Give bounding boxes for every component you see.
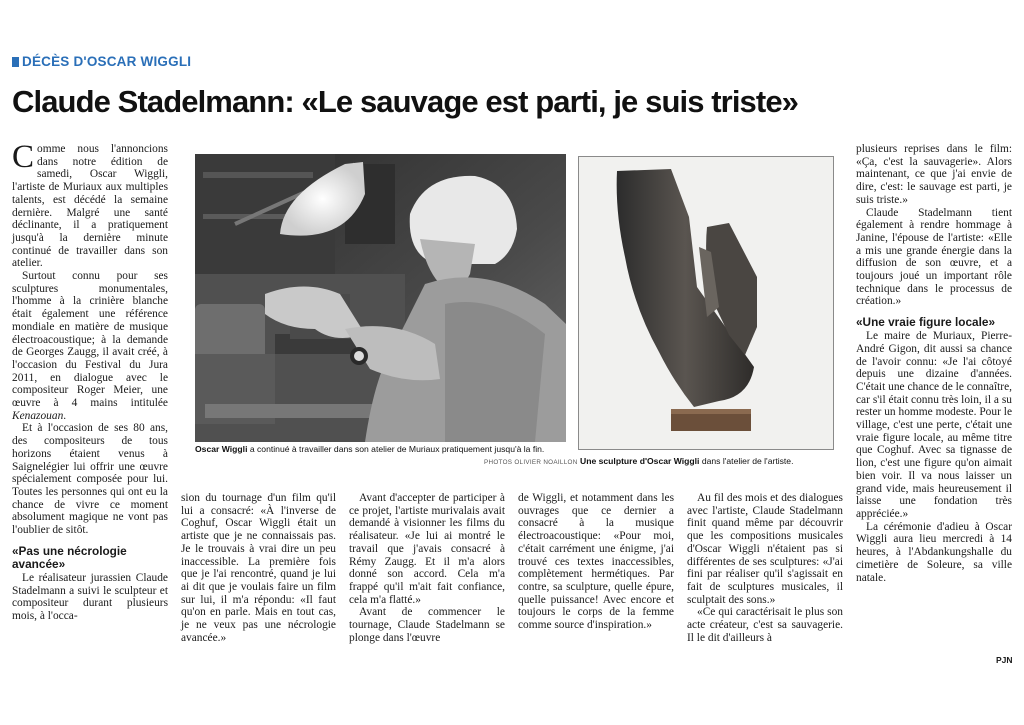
photo-artist-caption: Oscar Wiggli a continué à travailler dans son atelier de Muriaux pratiquement jusqu'à la fin. bbox=[195, 444, 545, 454]
photo-sculpture bbox=[578, 156, 834, 450]
paragraph: Au fil des mois et des dialogues avec l'artiste, Claude Stadelmann finit quand même par découvrir que les compositions musicales d'Oscar Wiggli n'étaient pas si différentes de ses sculptures: «J'ai fini par réaliser qu'il s'agissait en fait de sculptures musicales, il sculptait des sons.» bbox=[687, 492, 843, 606]
article-column-4 bbox=[518, 492, 674, 632]
article-column-5 bbox=[687, 492, 843, 644]
paragraph: «Ce qui caractérisait le plus son acte créateur, c'est sa sauvagerie. Il le dit d'ailleurs à bbox=[687, 606, 843, 644]
photo-sculpture-caption: Une sculpture d'Oscar Wiggli dans l'atelier de l'artiste. bbox=[580, 456, 794, 466]
work-title: Kenazouan bbox=[12, 409, 64, 422]
photo-credit: PHOTOS OLIVIER NOAILLON bbox=[484, 459, 578, 466]
subheading: «Une vraie figure locale» bbox=[856, 315, 996, 330]
paragraph: Avant de commencer le tournage, Claude Stadelmann se plonge dans l'œuvre bbox=[349, 606, 505, 644]
paragraph: de Wiggli, et notamment dans les ouvrages que ce dernier a consacré à la musique électroacoustique: «Pour moi, c'était carrément une énigme, j'ai trouvé ces textes inaccessibles, complètement hermétiques. Par contre, sa sculpture, quelle épure, quelle puissance! Avec encore et toujours le corps de la femme comme source d'inspiration.» bbox=[518, 492, 674, 632]
section-rubric bbox=[12, 54, 191, 69]
lead-paragraph: Comme nous l'annoncions dans notre édition de samedi, Oscar Wiggli, l'artiste de Muriaux aux multiples talents, est décédé la semaine dernière. Malgré une santé déclinante, il a pratiquement jusqu'à la dernière minute continué de travailler dans son atelier. bbox=[12, 139, 168, 270]
paragraph: Avant d'accepter de participer à ce projet, l'artiste murivalais avait demandé à visionner les films du réalisateur. «Je lui ai montré le travail que j'avais consacré à Rémy Zaugg. Et il m'a alors donné son accord. Cela m'a frappé qu'il m'ait fait confiance, cela m'a flatté.» bbox=[349, 492, 505, 606]
author-signature: PJN bbox=[996, 655, 1013, 665]
paragraph: Surtout connu pour ses sculptures monumentales, l'homme à la crinière blanche était également une référence mondiale en matière de musique électroacoustique; à la demande de Georges Zaugg, il avait créé, à l'occasion du Festival du Jura 2011, en dialogue avec le compositeur Roger Meier, une œuvre à 4 mains intitulée Kenazouan. bbox=[12, 270, 168, 422]
paragraph: Le réalisateur jurassien Claude Stadelmann a suivi le sculpteur et compositeur durant plusieurs mois, à l'occa- bbox=[12, 571, 168, 622]
sculpture-image bbox=[579, 157, 833, 449]
article-column-3 bbox=[349, 492, 505, 644]
paragraph: plusieurs reprises dans le film: «Ça, c'est la sauvagerie». Alors maintenant, ce que j'ai envie de dire, c'est: le sauvage est parti, je suis triste.» bbox=[856, 143, 1012, 206]
article-column-2 bbox=[181, 492, 336, 644]
subheading: «Pas une nécrologie avancée» bbox=[12, 543, 127, 571]
paragraph: Claude Stadelmann tient également à rendre hommage à Janine, l'épouse de l'artiste: «Elle a mis une grande énergie dans la diffusion de son œuvre, et a toujours joué un important rôle technique dans le processus de création.» bbox=[856, 206, 1012, 308]
article-headline: Claude Stadelmann: «Le sauvage est parti, je suis triste» bbox=[12, 84, 799, 119]
article-column-6 bbox=[856, 143, 1012, 584]
photo-artist-at-work bbox=[195, 154, 566, 442]
paragraph: Le maire de Muriaux, Pierre-André Gigon, dit aussi sa chance de l'avoir connu: «Je l'ai côtoyé depuis une dizaine d'années. C'était une chance de le connaître, car s'il était connu très loin, il a su rester un homme modeste. Pour le village, c'est une perte, c'était une vraie figure locale, au même titre que Coghuf. Avec sa tignasse de lion, c'est une figure qu'on aimait bien voir. Il va nous laisser un grand vide, mais heureusement il laisse une fondation très appréciée.» bbox=[856, 330, 1012, 520]
paragraph: Et à l'occasion de ses 80 ans, des compositeurs de tous horizons étaient venus à Saignelégier lui offrir une œuvre spécialement composée pour lui. Toutes les personnes qui ont eu la chance de vivre ce moment absolument magique ne vont pas l'oublier de sitôt. bbox=[12, 422, 168, 537]
photo-artist-image bbox=[195, 154, 566, 442]
paragraph: La cérémonie d'adieu à Oscar Wiggli aura lieu mercredi à 14 heures, à l'Abdankungshalle du cimetière de Soleure, sa ville natale. bbox=[856, 520, 1012, 584]
paragraph: sion du tournage d'un film qu'il lui a consacré: «À l'inverse de Coghuf, Oscar Wiggli était un artiste que je ne connaissais pas. Je le trouvais à vrai dire un peu inaccessible. La première fois que je l'ai rencontré, quand je lui ai dit que je voulais faire un film sur lui, il m'a répondu: «Il faut qu'on en parle. Mais en tout cas, je ne veux pas une nécrologie avancée.» bbox=[181, 492, 336, 644]
rubric-label: DÉCÈS D'OSCAR WIGGLI bbox=[22, 54, 192, 69]
article-column-1 bbox=[12, 139, 168, 623]
rubric-square-icon bbox=[12, 57, 19, 67]
